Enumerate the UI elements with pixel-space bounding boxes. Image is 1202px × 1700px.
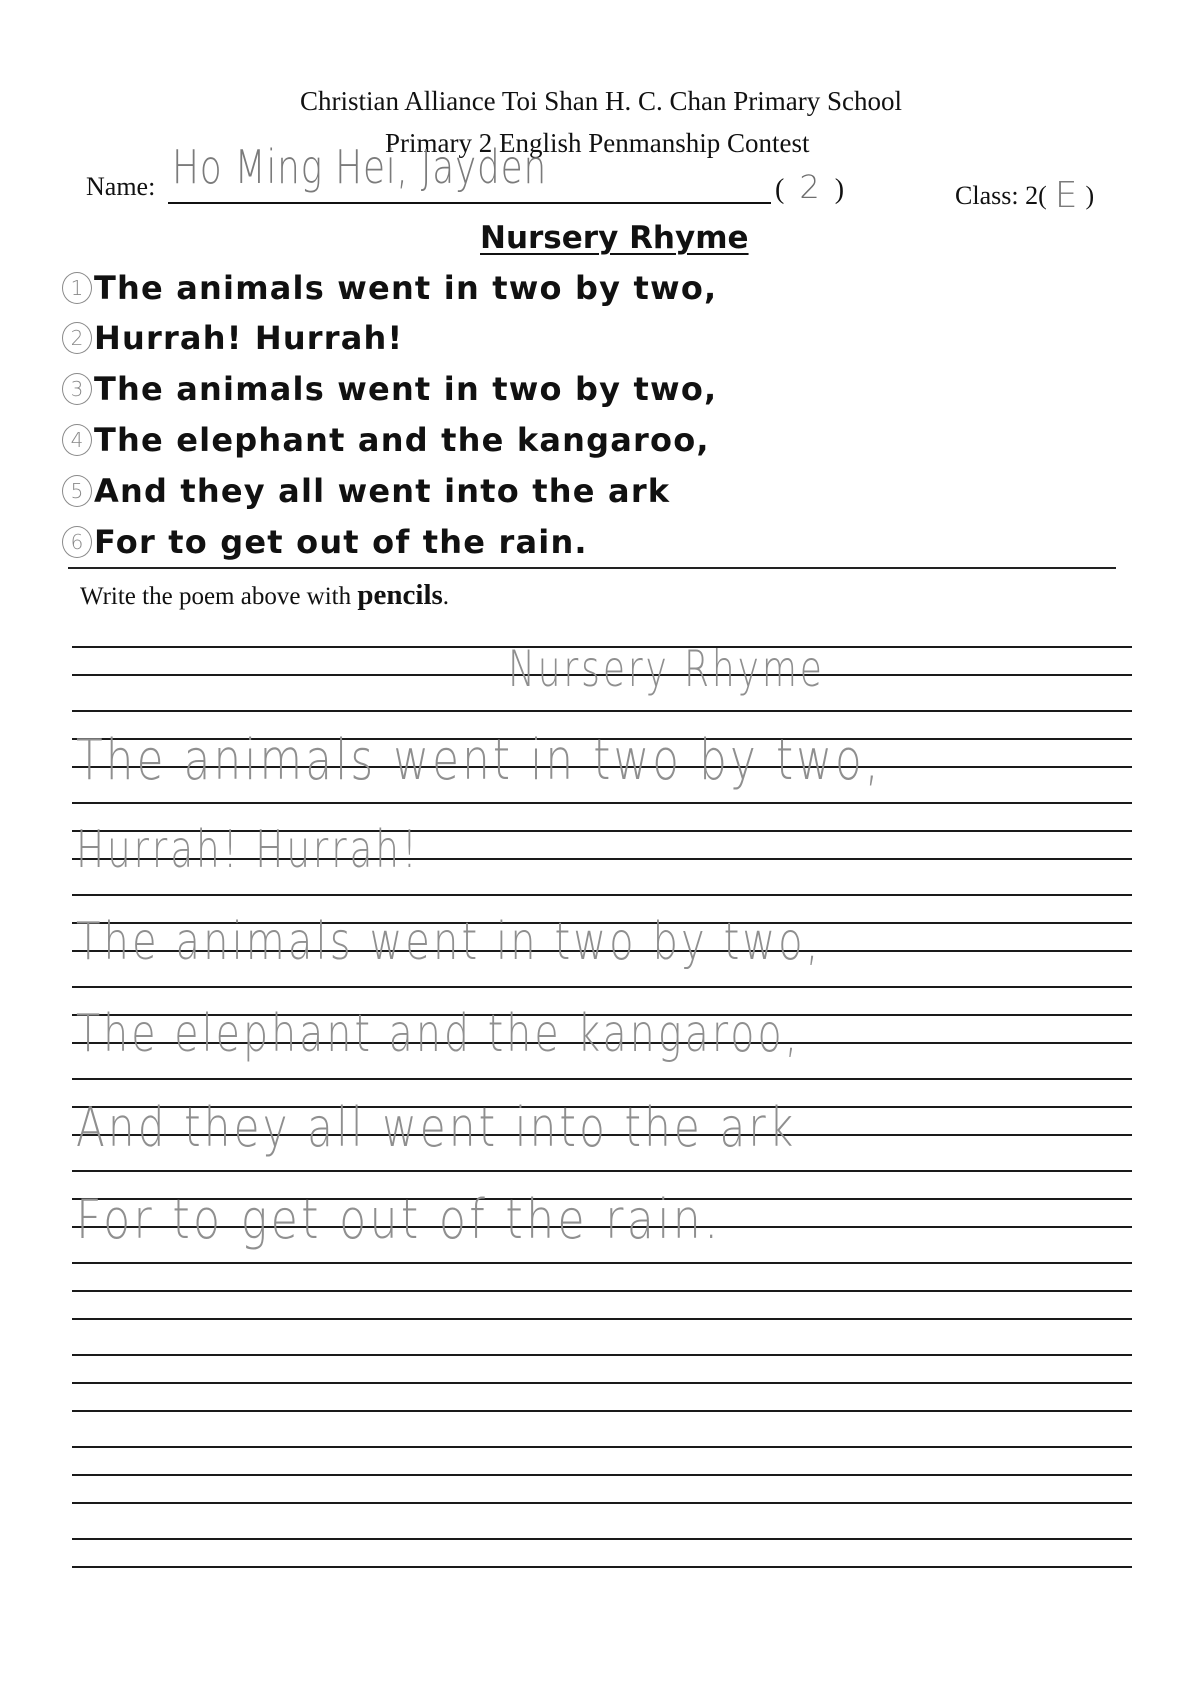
instruction-suffix: . <box>442 583 450 610</box>
student-name-handwritten: Ho Ming Hei, Jayden <box>172 140 547 194</box>
ruled-line <box>72 1354 1132 1356</box>
ruled-line <box>72 1410 1132 1412</box>
ruled-line <box>72 1318 1132 1320</box>
class-label: Class: 2( <box>955 181 1047 210</box>
poem-line-text: The animals went in two by two, <box>94 370 718 408</box>
poem-title: Nursery Rhyme <box>480 220 749 256</box>
poem-line-text: Hurrah! Hurrah! <box>94 319 404 357</box>
handwritten-line: And they all went into the ark <box>76 1096 797 1159</box>
line-number-circle: 4 <box>62 424 92 456</box>
ruled-line <box>72 1170 1132 1172</box>
school-name: Christian Alliance Toi Shan H. C. Chan Primary School <box>299 86 903 116</box>
line-number-circle: 5 <box>62 475 92 507</box>
class-number-handwritten: 2 <box>799 168 820 206</box>
line-number-circle: 1 <box>62 272 92 304</box>
ruled-line <box>72 802 1132 804</box>
handwritten-line: For to get out of the rain. <box>76 1188 722 1251</box>
class-number-close: ) <box>834 174 845 205</box>
ruled-line <box>72 1502 1132 1504</box>
handwritten-line: The elephant and the kangaroo, <box>76 1004 801 1064</box>
poem-line-text: The animals went in two by two, <box>94 269 718 307</box>
instruction-emphasis: pencils <box>357 579 443 611</box>
ruled-line <box>72 710 1132 712</box>
handwritten-line: Hurrah! Hurrah! <box>76 820 420 880</box>
class-number-open: ( <box>775 174 785 205</box>
ruled-line <box>72 1382 1132 1384</box>
line-number-circle: 2 <box>62 322 92 354</box>
ruled-line <box>72 894 1132 896</box>
poem-line-text: The elephant and the kangaroo, <box>94 421 710 459</box>
ruled-line <box>72 986 1132 988</box>
line-number-circle: 3 <box>62 373 92 405</box>
ruled-line <box>72 1566 1132 1568</box>
poem-line-text: For to get out of the rain. <box>94 523 588 561</box>
ruled-line <box>72 1078 1132 1080</box>
poem-line-text: And they all went into the ark <box>94 472 671 510</box>
class-close: ) <box>1085 181 1095 210</box>
ruled-line <box>72 1290 1132 1292</box>
handwritten-line: The animals went in two by two, <box>76 912 822 972</box>
line-number-circle: 6 <box>62 526 92 558</box>
ruled-line <box>72 1446 1132 1448</box>
name-label: Name: <box>86 172 156 201</box>
ruled-line <box>72 1538 1132 1540</box>
contest-title: Primary 2 English Penmanship Contest <box>385 128 810 158</box>
instruction-prefix: Write the poem above with <box>80 583 358 610</box>
handwritten-title: Nursery Rhyme <box>508 640 825 698</box>
ruled-line <box>72 1474 1132 1476</box>
class-letter-handwritten: E <box>1054 175 1078 216</box>
ruled-line <box>72 1262 1132 1264</box>
handwritten-line: The animals went in two by two, <box>76 728 882 793</box>
